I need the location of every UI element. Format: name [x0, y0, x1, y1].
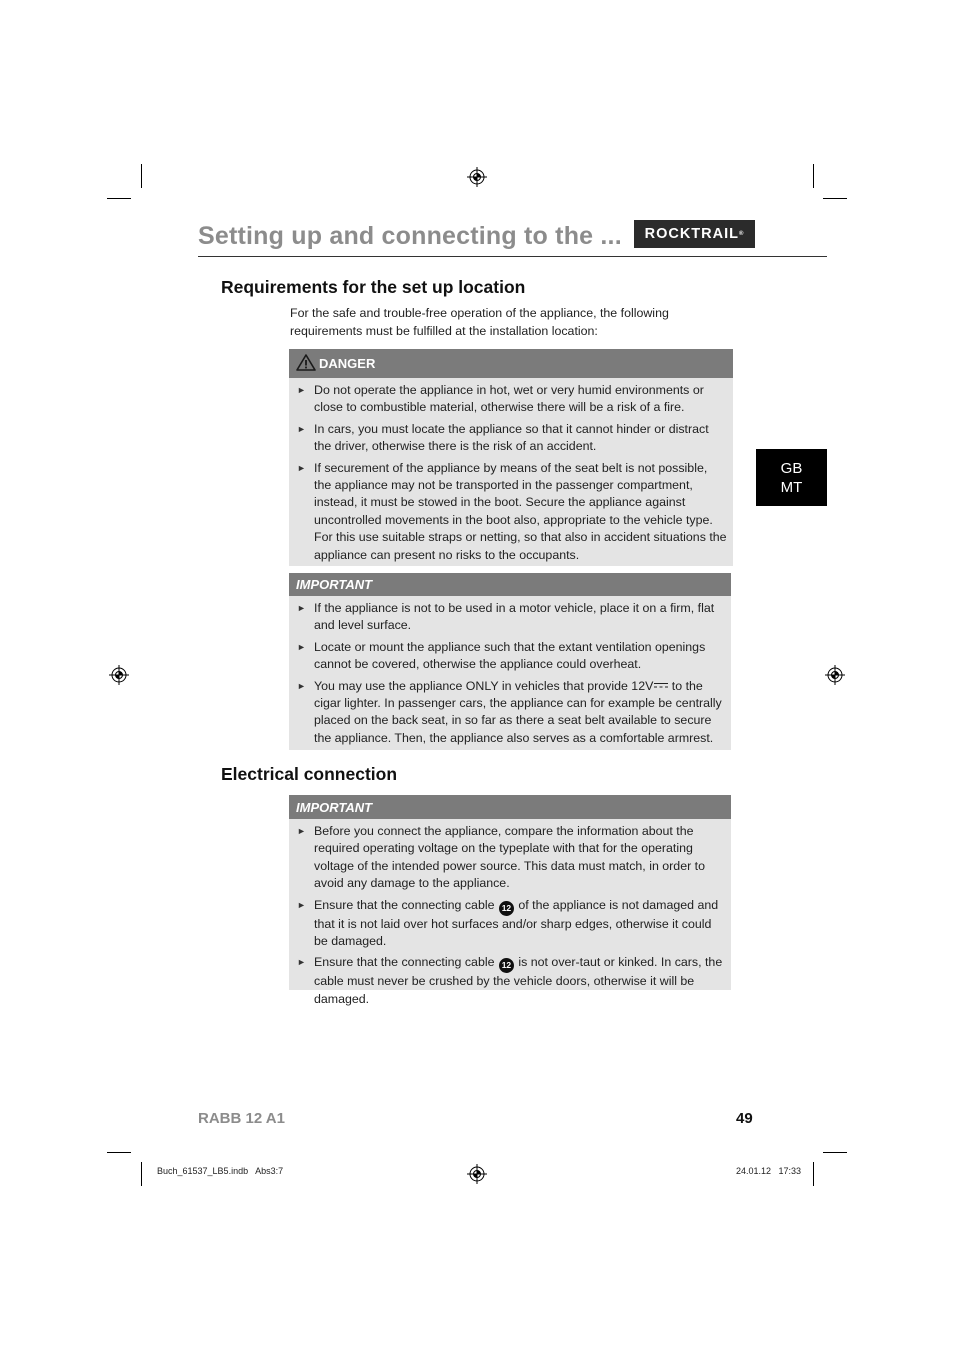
- language-code-gb: GB: [780, 459, 803, 477]
- print-slug-timestamp: 24.01.12 17:33: [736, 1166, 802, 1176]
- list-item-text: Locate or mount the appliance such that the extant ventilation openings cannot be covered, otherwise the appliance could overheat.: [314, 639, 706, 672]
- registration-mark-icon: [467, 1164, 487, 1184]
- crop-mark: [823, 198, 847, 199]
- brand-name: ROCKTRAIL: [644, 226, 739, 242]
- important-label: IMPORTANT: [296, 577, 373, 592]
- important-header: [289, 573, 731, 596]
- danger-list: [289, 378, 733, 564]
- list-item: [289, 823, 731, 893]
- list-item: [289, 382, 733, 417]
- bullet-arrow-icon: ►: [297, 462, 306, 473]
- list-item-text: In cars, you must locate the appliance so that it cannot hinder or distract the driver, otherwise there is the risk of an accident.: [314, 421, 709, 454]
- language-tab: [756, 449, 827, 506]
- cable-reference-badge: 12: [499, 901, 514, 916]
- section-heading-electrical-connection: Electrical connection: [221, 764, 398, 784]
- crop-mark: [813, 164, 814, 188]
- important-notice: [289, 573, 731, 750]
- page-number: 49: [736, 1110, 753, 1127]
- list-item-text: If securement of the appliance by means of the seat belt is not possible, the appliance may not be transported in the passenger compartment, instead, it must be stowed in the boot. Secure the appliance against uncontrolled movements in the boot also, appropriate to the vehicle type. For this use suitable straps or netting, so that also in accident situations the appliance can present no risks to the occupants.: [314, 460, 727, 562]
- bullet-arrow-icon: ►: [297, 385, 306, 395]
- list-item-text: of the appliance is not damaged and that it is not laid over hot surfaces and/or sharp edges, otherwise it could be damaged.: [314, 897, 719, 949]
- crop-mark: [813, 1162, 814, 1186]
- bullet-arrow-icon: ►: [297, 957, 306, 968]
- important-list: [289, 596, 731, 747]
- bullet-arrow-icon: ►: [297, 899, 306, 910]
- bullet-arrow-icon: ►: [297, 603, 306, 613]
- page-title: Setting up and connecting to the ...: [198, 222, 622, 250]
- registration-mark-icon: [825, 665, 845, 685]
- crop-mark: [107, 198, 131, 199]
- list-item: [289, 600, 731, 635]
- list-item: [289, 954, 731, 1008]
- footer-model-number: RABB 12 A1: [198, 1110, 285, 1127]
- crop-mark: [141, 1162, 142, 1186]
- electrical-list: [289, 819, 731, 1008]
- bullet-arrow-icon: ►: [297, 423, 306, 434]
- intro-paragraph: For the safe and trouble-free operation of the appliance, the following requirements must be fulfilled at the installation location:: [290, 306, 669, 338]
- list-item: [289, 421, 733, 456]
- registered-mark: ®: [738, 231, 745, 237]
- crop-mark: [141, 164, 142, 188]
- warning-triangle-icon: [296, 354, 316, 371]
- danger-label: DANGER: [319, 356, 376, 371]
- crop-mark: [107, 1152, 131, 1153]
- important-notice: [289, 795, 731, 1006]
- list-item: [289, 678, 731, 748]
- list-item: [289, 897, 731, 951]
- list-item-text: Ensure that the connecting cable: [314, 897, 498, 912]
- list-item-text: Before you connect the appliance, compare the information about the required operating voltage on the typeplate with that for the operating voltage of the intended power source. This data must match, in order to avoid any damage to the appliance.: [314, 824, 705, 891]
- list-item: [289, 460, 733, 564]
- list-item: [289, 639, 731, 674]
- dc-voltage-symbol-icon: [654, 682, 668, 689]
- section-heading-setup-location: Requirements for the set up location: [221, 277, 526, 297]
- list-item-text: You may use the appliance ONLY in vehicles that provide 12V: [314, 678, 654, 693]
- language-code-mt: MT: [780, 478, 803, 496]
- crop-mark: [823, 1152, 847, 1153]
- header-rule: [198, 256, 827, 257]
- list-item-text: If the appliance is not to be used in a motor vehicle, place it on a firm, flat and level surface.: [314, 601, 715, 633]
- list-item-text: Do not operate the appliance in hot, wet or very humid environments or close to combustible material, otherwise there will be a risk of a fire.: [314, 383, 704, 415]
- list-item-text: to the cigar lighter. In passenger cars, the appliance can for example be centrally placed on the back seat, in so far as there a seat belt available to secure the appliance. Then, the appliance also serves as a comfortable armrest.: [314, 678, 722, 745]
- list-item-text: Ensure that the connecting cable: [314, 955, 498, 970]
- registration-mark-icon: [467, 167, 487, 187]
- bullet-arrow-icon: ►: [297, 680, 306, 691]
- danger-notice: [289, 349, 733, 566]
- list-item-text: is not over-taut or kinked. In cars, the cable must never be crushed by the vehicle doors, otherwise it will be damaged.: [314, 955, 723, 1006]
- registration-mark-icon: [109, 665, 129, 685]
- important-header: [289, 795, 731, 819]
- bullet-arrow-icon: ►: [297, 641, 306, 652]
- bullet-arrow-icon: ►: [297, 826, 306, 836]
- danger-header: [289, 349, 733, 378]
- cable-reference-badge: 12: [499, 958, 514, 973]
- important-label: IMPORTANT: [296, 799, 373, 815]
- brand-logo: [634, 220, 755, 248]
- print-slug-file: Buch_61537_LB5.indb Abs3:7: [157, 1166, 284, 1176]
